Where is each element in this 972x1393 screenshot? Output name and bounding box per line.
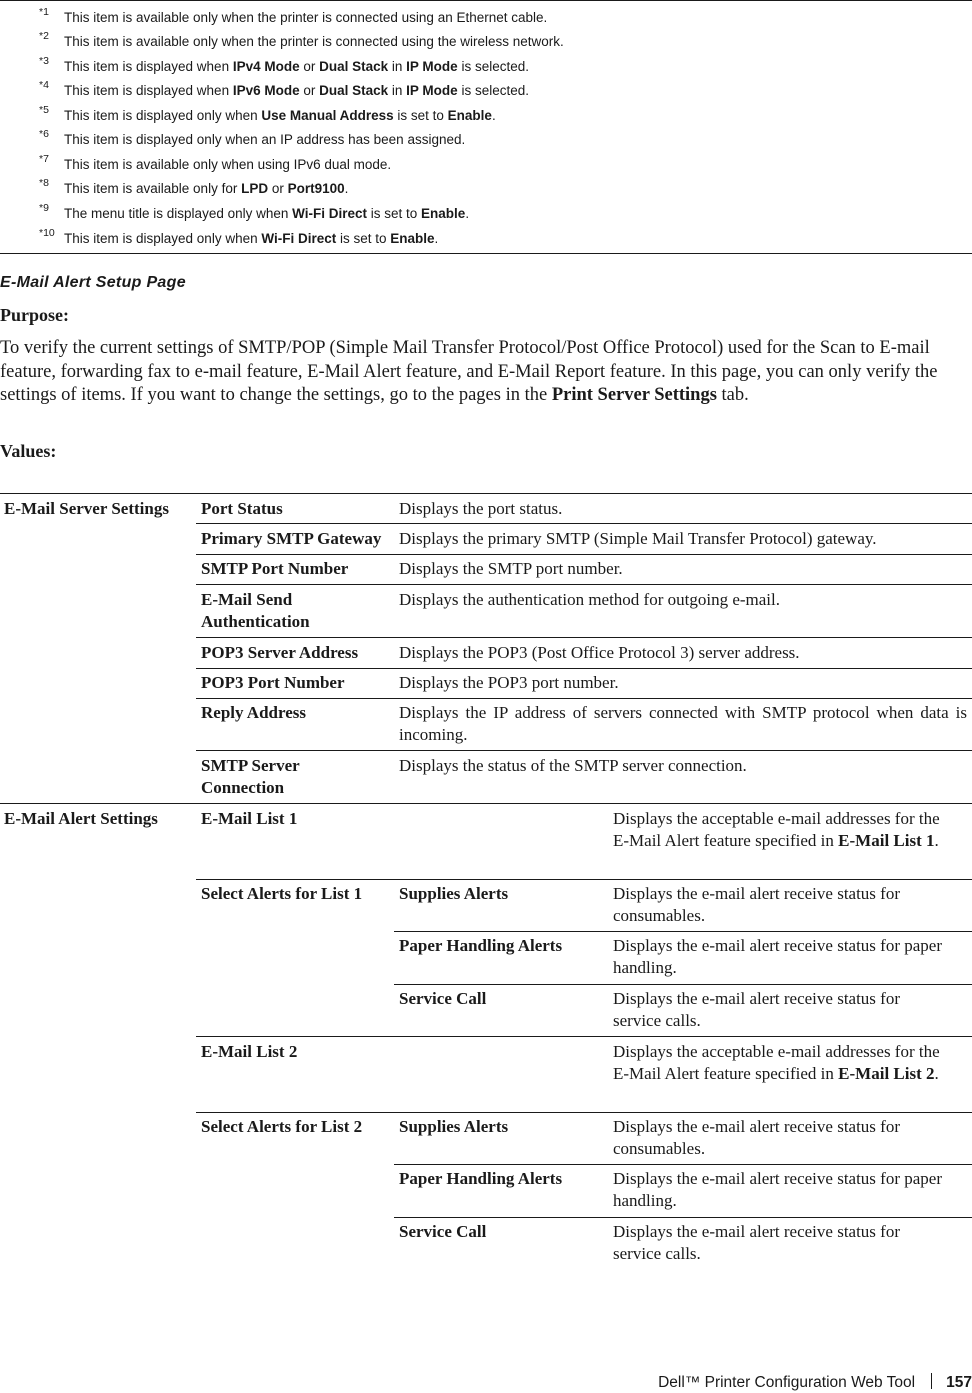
alert-desc: Displays the e-mail alert receive status for consumables. <box>613 884 900 925</box>
values-label: Values: <box>0 441 57 461</box>
row-desc: Displays the primary SMTP (Simple Mail Transfer Protocol) gateway. <box>399 529 877 548</box>
group-title-server: E-Mail Server Settings <box>4 499 169 518</box>
row-rule <box>196 523 972 524</box>
alert-name: Paper Handling Alerts <box>399 936 563 955</box>
group-rule <box>0 803 972 804</box>
row-rule <box>196 637 972 638</box>
row-rule <box>196 1112 972 1113</box>
alert-name: Service Call <box>399 1222 487 1241</box>
alert-name: Service Call <box>399 989 487 1008</box>
footer-title: Dell™ Printer Configuration Web Tool <box>658 1374 916 1391</box>
row-rule <box>196 698 972 699</box>
page-number: 157 <box>946 1374 972 1391</box>
purpose-label: Purpose: <box>0 305 69 325</box>
row-desc: Displays the acceptable e-mail addresses for the E-Mail Alert feature specified in E-Mail List 2. <box>613 1042 940 1083</box>
row-desc: Displays the acceptable e-mail addresses for the E-Mail Alert feature specified in E-Mail List 1. <box>613 809 940 850</box>
row-desc: Displays the POP3 port number. <box>399 673 619 692</box>
footnote-mark: *3 <box>39 55 49 67</box>
row-desc: Displays the authentication method for outgoing e-mail. <box>399 590 780 609</box>
alert-name: Paper Handling Alerts <box>399 1169 563 1188</box>
row-rule <box>196 750 972 751</box>
alert-desc: Displays the e-mail alert receive status for paper handling. <box>613 936 943 977</box>
footer-separator <box>931 1373 932 1389</box>
alert-desc: Displays the e-mail alert receive status for paper handling. <box>613 1169 943 1210</box>
alert-desc: Displays the e-mail alert receive status for service calls. <box>613 989 900 1030</box>
footnotes-bottom-rule <box>0 253 972 254</box>
section-title: E-Mail Alert Setup Page <box>0 274 186 291</box>
row-rule <box>196 554 972 555</box>
footnote-mark: *6 <box>39 128 49 140</box>
row-name: E-Mail List 2 <box>201 1042 298 1061</box>
row-name: POP3 Port Number <box>201 673 345 692</box>
page-footer <box>658 1373 972 1392</box>
row-rule <box>394 984 972 985</box>
row-name: E-Mail Send Authentication <box>201 590 310 631</box>
alert-name: Supplies Alerts <box>399 1117 509 1136</box>
row-name: Reply Address <box>201 703 307 722</box>
row-desc: Displays the SMTP port number. <box>399 559 623 578</box>
row-name: Select Alerts for List 2 <box>201 1117 363 1136</box>
footnote-mark: *8 <box>39 177 49 189</box>
row-rule <box>196 1036 972 1037</box>
row-name: Port Status <box>201 499 283 518</box>
footnotes-top-rule <box>0 0 972 1</box>
alert-desc: Displays the e-mail alert receive status for service calls. <box>613 1222 900 1263</box>
footnote-mark: *4 <box>39 79 49 91</box>
table-top-rule <box>0 493 972 494</box>
footnote-mark: *7 <box>39 153 49 165</box>
row-name: E-Mail List 1 <box>201 809 298 828</box>
row-rule <box>196 584 972 585</box>
row-rule <box>394 1164 972 1165</box>
group-title-alert: E-Mail Alert Settings <box>4 809 158 828</box>
row-desc: Displays the status of the SMTP server connection. <box>399 756 747 775</box>
footnote-mark: *9 <box>39 202 49 214</box>
footnote-mark: *5 <box>39 104 49 116</box>
row-name: SMTP Port Number <box>201 559 349 578</box>
row-desc: Displays the port status. <box>399 499 563 518</box>
row-name: SMTP Server Connection <box>201 756 300 797</box>
alert-name: Supplies Alerts <box>399 884 509 903</box>
row-rule <box>196 879 972 880</box>
row-rule <box>196 668 972 669</box>
row-desc: Displays the POP3 (Post Office Protocol 3) server address. <box>399 643 800 662</box>
row-rule <box>394 931 972 932</box>
row-name: Select Alerts for List 1 <box>201 884 363 903</box>
footnote-mark: *2 <box>39 30 49 42</box>
row-desc: Displays the IP address of servers connected with SMTP protocol when data is incoming. <box>399 703 967 744</box>
footnote-mark: *10 <box>39 227 55 239</box>
row-rule <box>394 1217 972 1218</box>
footnote-mark: *1 <box>39 6 49 18</box>
alert-desc: Displays the e-mail alert receive status for consumables. <box>613 1117 900 1158</box>
row-name: Primary SMTP Gateway <box>201 529 382 548</box>
row-name: POP3 Server Address <box>201 643 359 662</box>
purpose-text: To verify the current settings of SMTP/POP (Simple Mail Transfer Protocol/Post Office Protocol) used for the Scan to E-mail feature, forwarding fax to e-mail feature, E-Mail Alert feature, and E-Mail Report feature. In this page, you can only verify the settings of items. If you want to change the settings, go to the pages in the Print Server Settings tab. <box>0 338 938 405</box>
